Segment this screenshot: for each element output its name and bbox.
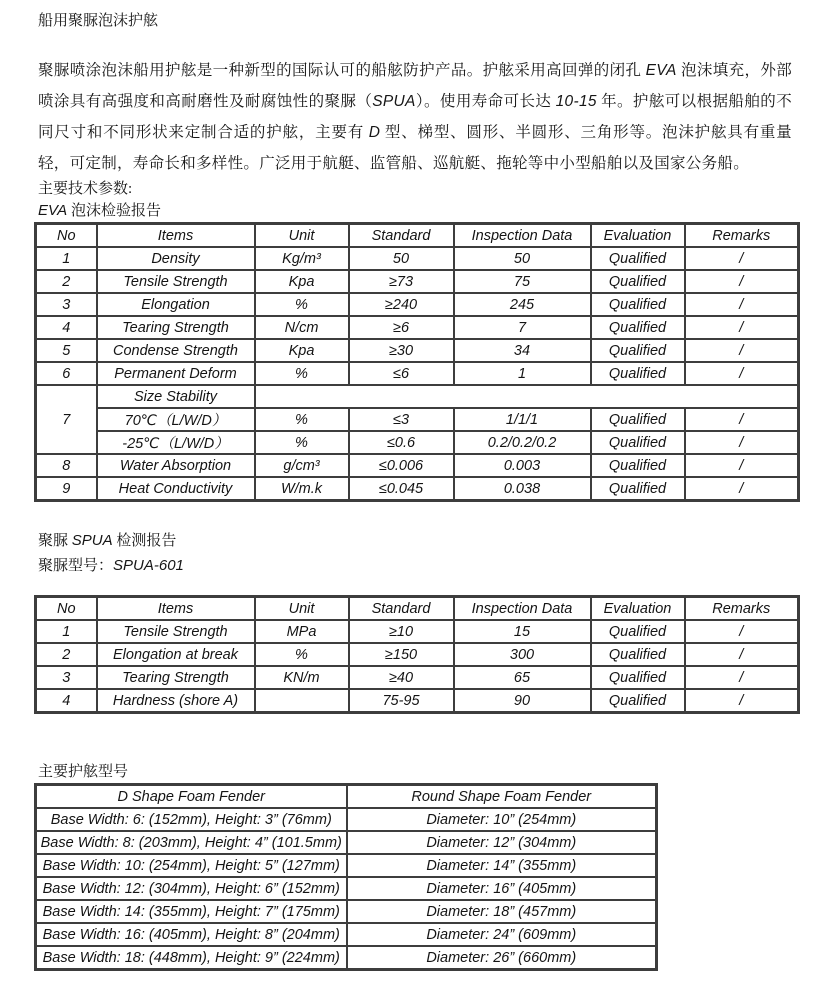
cell-item: -25℃（L/W/D）	[97, 431, 255, 454]
cell-standard: ≤0.6	[349, 431, 454, 454]
column-header: Standard	[349, 224, 454, 248]
cell-inspection: 0.038	[454, 477, 591, 501]
spua-report-title-post: 检测报告	[112, 533, 177, 549]
cell-standard: ≥150	[349, 643, 454, 666]
column-header: No	[36, 597, 97, 621]
cell-round-shape: Diameter: 10” (254mm)	[347, 808, 657, 831]
cell-no: 3	[36, 293, 97, 316]
intro-text-run: ）。使用寿命可长达	[415, 93, 556, 110]
table-header-row	[36, 224, 799, 248]
cell-no: 7	[36, 385, 97, 454]
cell-inspection: 1	[454, 362, 591, 385]
cell-evaluation: Qualified	[591, 689, 685, 713]
cell-item: Tensile Strength	[97, 620, 255, 643]
cell-d-shape: Base Width: 8: (203mm), Height: 4” (101.5mm)	[36, 831, 347, 854]
cell-d-shape: Base Width: 16: (405mm), Height: 8” (204mm)	[36, 923, 347, 946]
fender-models-table	[34, 783, 658, 971]
cell-unit: KN/m	[255, 666, 349, 689]
spua-model-label: 聚脲型号：	[38, 558, 114, 574]
cell-unit: Kpa	[255, 339, 349, 362]
cell-evaluation: Qualified	[591, 454, 685, 477]
cell-unit	[255, 689, 349, 713]
intro-text-run: EVA	[645, 62, 677, 79]
cell-inspection: 300	[454, 643, 591, 666]
eva-report-title-cn: 泡沫检验报告	[67, 203, 161, 219]
cell-no: 4	[36, 689, 97, 713]
cell-remarks: /	[685, 689, 799, 713]
table-row	[36, 643, 799, 666]
document-title: 船用聚脲泡沫护舷	[38, 13, 159, 29]
intro-text-run: SPUA	[372, 93, 416, 110]
cell-evaluation: Qualified	[591, 666, 685, 689]
cell-item: Density	[97, 247, 255, 270]
column-header: Inspection Data	[454, 597, 591, 621]
cell-standard: ≤3	[349, 408, 454, 431]
cell-item: Size Stability	[97, 385, 255, 408]
intro-text-run: 型、梯型、圆形、半圆形、三角形等。泡沫护舷具有重量轻，可定制，寿命长和多样性。广泛用于航艇、监管船、巡航艇、拖轮等中小型船舶以及国家公务船。	[38, 124, 792, 172]
cell-standard: ≥30	[349, 339, 454, 362]
cell-no: 9	[36, 477, 97, 501]
cell-remarks: /	[685, 477, 799, 501]
merged-empty-cell	[255, 385, 799, 408]
table-header-row	[36, 785, 657, 809]
intro-text-run: 年。护舷可以根据船舶的不同尺寸和不同形状来定制合适的护舷，主要有	[38, 93, 792, 141]
cell-inspection: 245	[454, 293, 591, 316]
cell-evaluation: Qualified	[591, 620, 685, 643]
column-header: Round Shape Foam Fender	[347, 785, 657, 809]
cell-standard: ≤6	[349, 362, 454, 385]
cell-evaluation: Qualified	[591, 247, 685, 270]
table-row	[36, 339, 799, 362]
column-header: D Shape Foam Fender	[36, 785, 347, 809]
table-row	[36, 477, 799, 501]
cell-inspection: 65	[454, 666, 591, 689]
cell-evaluation: Qualified	[591, 431, 685, 454]
table-row	[36, 270, 799, 293]
cell-item: Heat Conductivity	[97, 477, 255, 501]
cell-unit: W/m.k	[255, 477, 349, 501]
cell-no: 1	[36, 620, 97, 643]
table-row	[36, 808, 657, 831]
cell-standard: ≤0.045	[349, 477, 454, 501]
cell-d-shape: Base Width: 18: (448mm), Height: 9” (224mm)	[36, 946, 347, 970]
cell-inspection: 0.003	[454, 454, 591, 477]
column-header: Standard	[349, 597, 454, 621]
table-row	[36, 454, 799, 477]
fender-models-label: 主要护舷型号	[38, 764, 129, 780]
table-row	[36, 666, 799, 689]
column-header: Remarks	[685, 224, 799, 248]
cell-unit: %	[255, 362, 349, 385]
table-row	[36, 408, 799, 431]
table-row-group-size-stability	[36, 385, 799, 408]
table-row	[36, 923, 657, 946]
table-row	[36, 293, 799, 316]
cell-no: 6	[36, 362, 97, 385]
cell-unit: N/cm	[255, 316, 349, 339]
spua-report-title-pre: 聚脲	[38, 533, 72, 549]
intro-paragraph	[38, 55, 792, 179]
table-row	[36, 620, 799, 643]
cell-remarks: /	[685, 666, 799, 689]
cell-item: Condense Strength	[97, 339, 255, 362]
table-row	[36, 247, 799, 270]
cell-standard: 50	[349, 247, 454, 270]
table-row	[36, 431, 799, 454]
cell-evaluation: Qualified	[591, 316, 685, 339]
eva-report-table	[34, 222, 800, 502]
cell-inspection: 34	[454, 339, 591, 362]
cell-remarks: /	[685, 643, 799, 666]
cell-evaluation: Qualified	[591, 362, 685, 385]
table-row	[36, 316, 799, 339]
column-header: Evaluation	[591, 224, 685, 248]
column-header: Inspection Data	[454, 224, 591, 248]
spua-report-title	[38, 530, 830, 552]
spua-model-value: SPUA-601	[113, 557, 184, 574]
column-header: Remarks	[685, 597, 799, 621]
eva-report-title	[38, 200, 830, 222]
tech-params-label: 主要技术参数:	[38, 181, 133, 197]
cell-round-shape: Diameter: 18” (457mm)	[347, 900, 657, 923]
cell-no: 2	[36, 270, 97, 293]
column-header: Items	[97, 224, 255, 248]
cell-unit: Kpa	[255, 270, 349, 293]
intro-text-run: 10-15	[555, 93, 597, 110]
cell-evaluation: Qualified	[591, 339, 685, 362]
cell-d-shape: Base Width: 6: (152mm), Height: 3” (76mm)	[36, 808, 347, 831]
cell-round-shape: Diameter: 26” (660mm)	[347, 946, 657, 970]
spua-report-title-en: SPUA	[71, 532, 113, 549]
cell-unit: %	[255, 431, 349, 454]
cell-remarks: /	[685, 362, 799, 385]
cell-inspection: 15	[454, 620, 591, 643]
cell-d-shape: Base Width: 12: (304mm), Height: 6” (152mm)	[36, 877, 347, 900]
cell-standard: ≥6	[349, 316, 454, 339]
spua-report-table	[34, 595, 800, 714]
eva-report-title-en: EVA	[38, 202, 68, 219]
cell-inspection: 75	[454, 270, 591, 293]
cell-inspection: 1/1/1	[454, 408, 591, 431]
cell-evaluation: Qualified	[591, 477, 685, 501]
table-row	[36, 900, 657, 923]
column-header: Unit	[255, 597, 349, 621]
cell-item: Elongation at break	[97, 643, 255, 666]
cell-standard: ≤0.006	[349, 454, 454, 477]
column-header: No	[36, 224, 97, 248]
table-row	[36, 689, 799, 713]
column-header: Unit	[255, 224, 349, 248]
spua-model-line	[38, 555, 830, 577]
cell-inspection: 90	[454, 689, 591, 713]
column-header: Items	[97, 597, 255, 621]
intro-text-run: 聚脲喷涂泡沫船用护舷是一种新型的国际认可的船舷防护产品。护舷采用高回弹的闭孔	[38, 62, 646, 79]
cell-remarks: /	[685, 293, 799, 316]
column-header: Evaluation	[591, 597, 685, 621]
cell-standard: ≥73	[349, 270, 454, 293]
cell-remarks: /	[685, 620, 799, 643]
cell-unit: %	[255, 293, 349, 316]
cell-no: 4	[36, 316, 97, 339]
cell-item: Tearing Strength	[97, 316, 255, 339]
cell-d-shape: Base Width: 14: (355mm), Height: 7” (175mm)	[36, 900, 347, 923]
cell-evaluation: Qualified	[591, 293, 685, 316]
cell-inspection: 0.2/0.2/0.2	[454, 431, 591, 454]
cell-remarks: /	[685, 316, 799, 339]
cell-standard: ≥10	[349, 620, 454, 643]
cell-unit: %	[255, 643, 349, 666]
cell-d-shape: Base Width: 10: (254mm), Height: 5” (127mm)	[36, 854, 347, 877]
cell-inspection: 7	[454, 316, 591, 339]
cell-remarks: /	[685, 454, 799, 477]
cell-round-shape: Diameter: 16” (405mm)	[347, 877, 657, 900]
cell-no: 1	[36, 247, 97, 270]
cell-item: 70℃（L/W/D）	[97, 408, 255, 431]
cell-item: Permanent Deform	[97, 362, 255, 385]
table-header-row	[36, 597, 799, 621]
cell-remarks: /	[685, 408, 799, 431]
table-row	[36, 877, 657, 900]
cell-item: Water Absorption	[97, 454, 255, 477]
table-row	[36, 946, 657, 970]
table-row	[36, 854, 657, 877]
cell-evaluation: Qualified	[591, 270, 685, 293]
table-row	[36, 362, 799, 385]
cell-unit: g/cm³	[255, 454, 349, 477]
cell-inspection: 50	[454, 247, 591, 270]
cell-item: Tensile Strength	[97, 270, 255, 293]
cell-standard: ≥240	[349, 293, 454, 316]
cell-standard: ≥40	[349, 666, 454, 689]
table-row	[36, 831, 657, 854]
cell-round-shape: Diameter: 14” (355mm)	[347, 854, 657, 877]
cell-no: 3	[36, 666, 97, 689]
intro-text-run: 泡沫填充，外部喷涂具有高强度和高耐磨性及耐腐蚀性的聚脲（	[38, 62, 793, 110]
cell-item: Tearing Strength	[97, 666, 255, 689]
cell-no: 2	[36, 643, 97, 666]
cell-remarks: /	[685, 247, 799, 270]
cell-evaluation: Qualified	[591, 408, 685, 431]
cell-remarks: /	[685, 339, 799, 362]
cell-unit: MPa	[255, 620, 349, 643]
cell-round-shape: Diameter: 12” (304mm)	[347, 831, 657, 854]
cell-remarks: /	[685, 431, 799, 454]
cell-no: 8	[36, 454, 97, 477]
cell-unit: %	[255, 408, 349, 431]
cell-unit: Kg/m³	[255, 247, 349, 270]
cell-item: Elongation	[97, 293, 255, 316]
cell-no: 5	[36, 339, 97, 362]
intro-text-run: D	[368, 124, 381, 141]
cell-evaluation: Qualified	[591, 643, 685, 666]
cell-item: Hardness (shore A)	[97, 689, 255, 713]
cell-round-shape: Diameter: 24” (609mm)	[347, 923, 657, 946]
cell-remarks: /	[685, 270, 799, 293]
cell-standard: 75-95	[349, 689, 454, 713]
